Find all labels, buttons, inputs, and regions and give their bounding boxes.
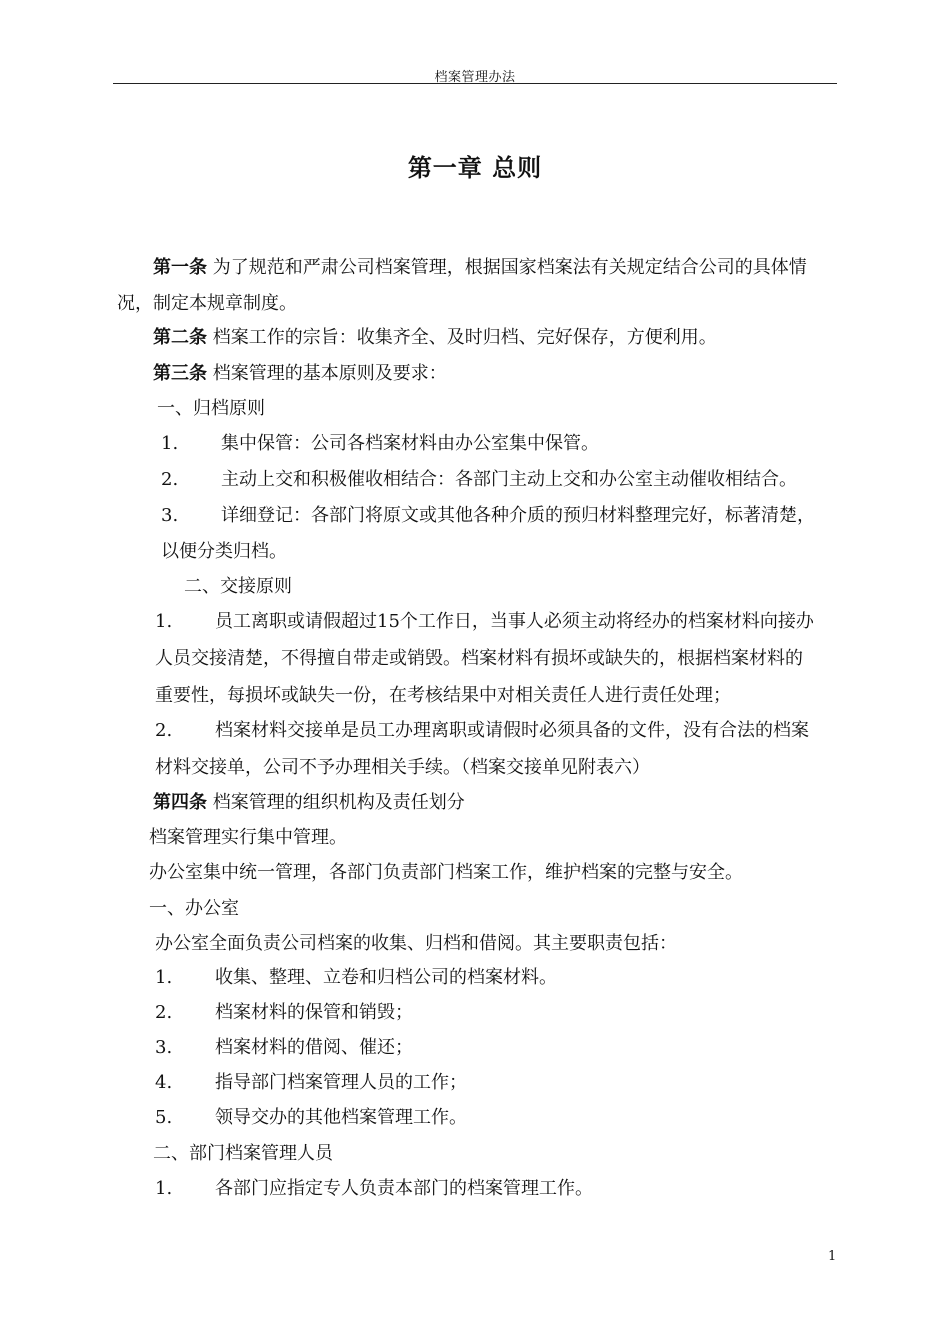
article-1 (153, 256, 807, 280)
article-4-label: 第四条 (153, 792, 207, 813)
article-2 (153, 326, 717, 350)
filing-item-3 (161, 504, 815, 528)
list-number: 1. (155, 967, 173, 988)
article-2-text: 档案工作的宗旨：收集齐全、及时归档、完好保存，方便利用。 (212, 327, 717, 348)
header-rule (113, 83, 837, 84)
running-header: 档案管理办法 (434, 70, 516, 85)
filing-item-1 (161, 432, 599, 456)
list-text: 指导部门档案管理人员的工作； (215, 1072, 467, 1093)
handover-heading: 二、交接原则 (184, 576, 292, 597)
page-number: 1 (828, 1249, 837, 1264)
article-1-text: 为了规范和严肃公司档案管理，根据国家档案法有关规定结合公司的具体情 (212, 257, 807, 278)
list-number: 4. (155, 1072, 173, 1093)
list-number: 2. (161, 469, 179, 490)
list-number: 1. (161, 433, 179, 454)
office-item-3 (155, 1036, 413, 1060)
article-2-label: 第二条 (153, 327, 207, 348)
article-3-label: 第三条 (153, 363, 207, 384)
filing-item-3-continuation: 以便分类归档。 (161, 541, 287, 562)
article-1-label: 第一条 (153, 257, 207, 278)
filing-item-2 (161, 468, 797, 492)
list-text: 档案材料的保管和销毁； (215, 1002, 413, 1023)
article-4 (153, 791, 465, 815)
organization-para-1: 档案管理实行集中管理。 (149, 827, 347, 848)
list-number: 5. (155, 1107, 173, 1128)
list-text: 档案材料的借阅、催还； (215, 1037, 413, 1058)
office-item-4 (155, 1071, 467, 1095)
list-number: 3. (161, 505, 179, 526)
article-3-text: 档案管理的基本原则及要求： (212, 363, 447, 384)
list-text: 档案材料交接单是员工办理离职或请假时必须具备的文件，没有合法的档案 (215, 720, 809, 741)
dept-heading: 二、部门档案管理人员 (153, 1143, 333, 1164)
list-number: 1. (155, 1178, 173, 1199)
office-item-1 (155, 966, 557, 990)
dept-item-1 (155, 1177, 593, 1201)
list-number: 2. (155, 720, 173, 741)
list-number: 3. (155, 1037, 173, 1058)
office-intro: 办公室全面负责公司档案的收集、归档和借阅。其主要职责包括： (155, 933, 677, 954)
handover-item-1-line-2: 人员交接清楚，不得擅自带走或销毁。档案材料有损坏或缺失的，根据档案材料的 (155, 648, 803, 669)
handover-item-2 (155, 719, 809, 743)
list-text: 员工离职或请假超过15个工作日，当事人必须主动将经办的档案材料向接办 (215, 611, 814, 632)
list-text: 各部门应指定专人负责本部门的档案管理工作。 (215, 1178, 593, 1199)
article-1-continuation: 况，制定本规章制度。 (117, 293, 297, 314)
list-number: 1. (155, 611, 173, 632)
handover-item-1 (155, 610, 814, 634)
list-number: 2. (155, 1002, 173, 1023)
article-3 (153, 362, 447, 386)
list-text: 领导交办的其他档案管理工作。 (215, 1107, 467, 1128)
office-item-5 (155, 1106, 467, 1130)
list-text: 收集、整理、立卷和归档公司的档案材料。 (215, 967, 557, 988)
chapter-title: 第一章 总则 (407, 154, 543, 182)
list-text: 详细登记：各部门将原文或其他各种介质的预归材料整理完好，标著清楚， (221, 505, 815, 526)
organization-para-2: 办公室集中统一管理，各部门负责部门档案工作，维护档案的完整与安全。 (149, 862, 743, 883)
filing-heading: 一、归档原则 (157, 398, 265, 419)
handover-item-1-line-3: 重要性，每损坏或缺失一份，在考核结果中对相关责任人进行责任处理； (155, 685, 731, 706)
handover-item-2-line-2: 材料交接单，公司不予办理相关手续。（档案交接单见附表六） (155, 757, 650, 778)
office-heading: 一、办公室 (149, 898, 239, 919)
list-text: 集中保管：公司各档案材料由办公室集中保管。 (221, 433, 599, 454)
office-item-2 (155, 1001, 413, 1025)
list-text: 主动上交和积极催收相结合：各部门主动上交和办公室主动催收相结合。 (221, 469, 797, 490)
article-4-text: 档案管理的组织机构及责任划分 (212, 792, 465, 813)
